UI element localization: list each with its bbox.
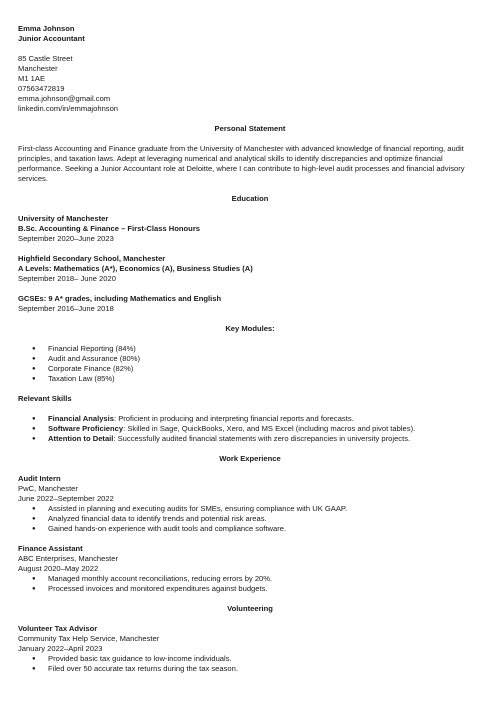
job-bullets	[18, 574, 482, 594]
education-qualification: GCSEs: 9 A* grades, including Mathematics and English	[18, 294, 222, 303]
education-entry	[18, 214, 482, 244]
volunteer-bullets	[18, 654, 482, 674]
volunteering-entry	[18, 624, 482, 674]
education-dates: September 2016–June 2018	[18, 304, 114, 313]
skill-text: : Successfully audited financial statements with zero discrepancies in university projects.	[113, 434, 411, 443]
education-qualification: B.Sc. Accounting & Finance – First-Class Honours	[18, 224, 200, 233]
address-line-1: 85 Castle Street	[18, 54, 73, 63]
skill-text: : Proficient in producing and interpreting financial reports and forecasts.	[113, 414, 354, 423]
personal-statement-heading: Personal Statement	[214, 124, 286, 133]
address-line-3: M1 1AE	[18, 74, 46, 83]
volunteering-heading: Volunteering	[227, 604, 273, 613]
list-item: ● Taxation Law (85%)	[18, 374, 482, 384]
list-item: ● Corporate Finance (82%)	[18, 364, 482, 374]
linkedin-url: linkedin.com/in/emmajohnson	[18, 104, 119, 113]
job-dates: June 2022–September 2022	[18, 494, 114, 503]
volunteer-title: Volunteer Tax Advisor	[18, 624, 98, 633]
education-heading: Education	[231, 194, 269, 203]
list-item: ● Financial Reporting (84%)	[18, 344, 482, 354]
education-institution: University of Manchester	[18, 214, 109, 223]
work-experience-heading: Work Experience	[219, 454, 281, 463]
job-entry	[18, 474, 482, 534]
list-item: ● Audit and Assurance (80%)	[18, 354, 482, 364]
education-dates: September 2020–June 2023	[18, 234, 114, 243]
education-qualification: A Levels: Mathematics (A*), Economics (A), Business Studies (A)	[18, 264, 253, 273]
list-item	[18, 414, 482, 424]
skill-text: : Skilled in Sage, QuickBooks, Xero, and MS Excel (including macros and pivot tables).	[123, 424, 416, 433]
job-entry	[18, 544, 482, 594]
relevant-skills-heading: Relevant Skills	[18, 394, 72, 403]
skill-label: Financial Analysis	[48, 414, 114, 423]
key-modules-list	[18, 344, 482, 384]
list-item: ● Analyzed financial data to identify trends and potential risk areas.	[18, 514, 482, 524]
personal-statement-text: First-class Accounting and Finance graduate from the University of Manchester with advanced knowledge of financial reporting, audit principles, and taxation laws. Adept at leveraging numerical and analytical skills to identify discrepancies and optimize financial performance. Seeking a Junior Accountant role at Deloitte, where I can contribute to high-level audit processes and financial advisory services.	[18, 144, 465, 183]
list-item: ● Managed monthly account reconciliations, reducing errors by 20%.	[18, 574, 482, 584]
list-item: ● Gained hands-on experience with audit tools and compliance software.	[18, 524, 482, 534]
volunteer-dates: January 2022–April 2023	[18, 644, 103, 653]
key-modules-heading: Key Modules:	[225, 324, 275, 333]
job-title: Finance Assistant	[18, 544, 83, 553]
job-title: Audit Intern	[18, 474, 61, 483]
email-address: emma.johnson@gmail.com	[18, 94, 111, 103]
phone-number: 07563472819	[18, 84, 65, 93]
candidate-role: Junior Accountant	[18, 34, 85, 43]
volunteer-org: Community Tax Help Service, Manchester	[18, 634, 160, 643]
job-company: ABC Enterprises, Manchester	[18, 554, 119, 563]
education-dates: September 2018– June 2020	[18, 274, 116, 283]
education-institution: Highfield Secondary School, Manchester	[18, 254, 166, 263]
education-entry	[18, 294, 482, 314]
contact-block	[18, 24, 482, 114]
list-item: ● Assisted in planning and executing audits for SMEs, ensuring compliance with UK GAAP.	[18, 504, 482, 514]
list-item	[18, 434, 482, 444]
candidate-name: Emma Johnson	[18, 24, 75, 33]
list-item	[18, 424, 482, 434]
list-item: ● Filed over 50 accurate tax returns during the tax season.	[18, 664, 482, 674]
address-line-2: Manchester	[18, 64, 58, 73]
list-item: ● Provided basic tax guidance to low-income individuals.	[18, 654, 482, 664]
job-bullets	[18, 504, 482, 534]
skills-list	[18, 414, 482, 444]
education-entry	[18, 254, 482, 284]
skill-label: Software Proficiency	[48, 424, 124, 433]
job-dates: August 2020–May 2022	[18, 564, 99, 573]
list-item: ● Processed invoices and monitored expenditures against budgets.	[18, 584, 482, 594]
job-company: PwC, Manchester	[18, 484, 78, 493]
skill-label: Attention to Detail	[48, 434, 114, 443]
